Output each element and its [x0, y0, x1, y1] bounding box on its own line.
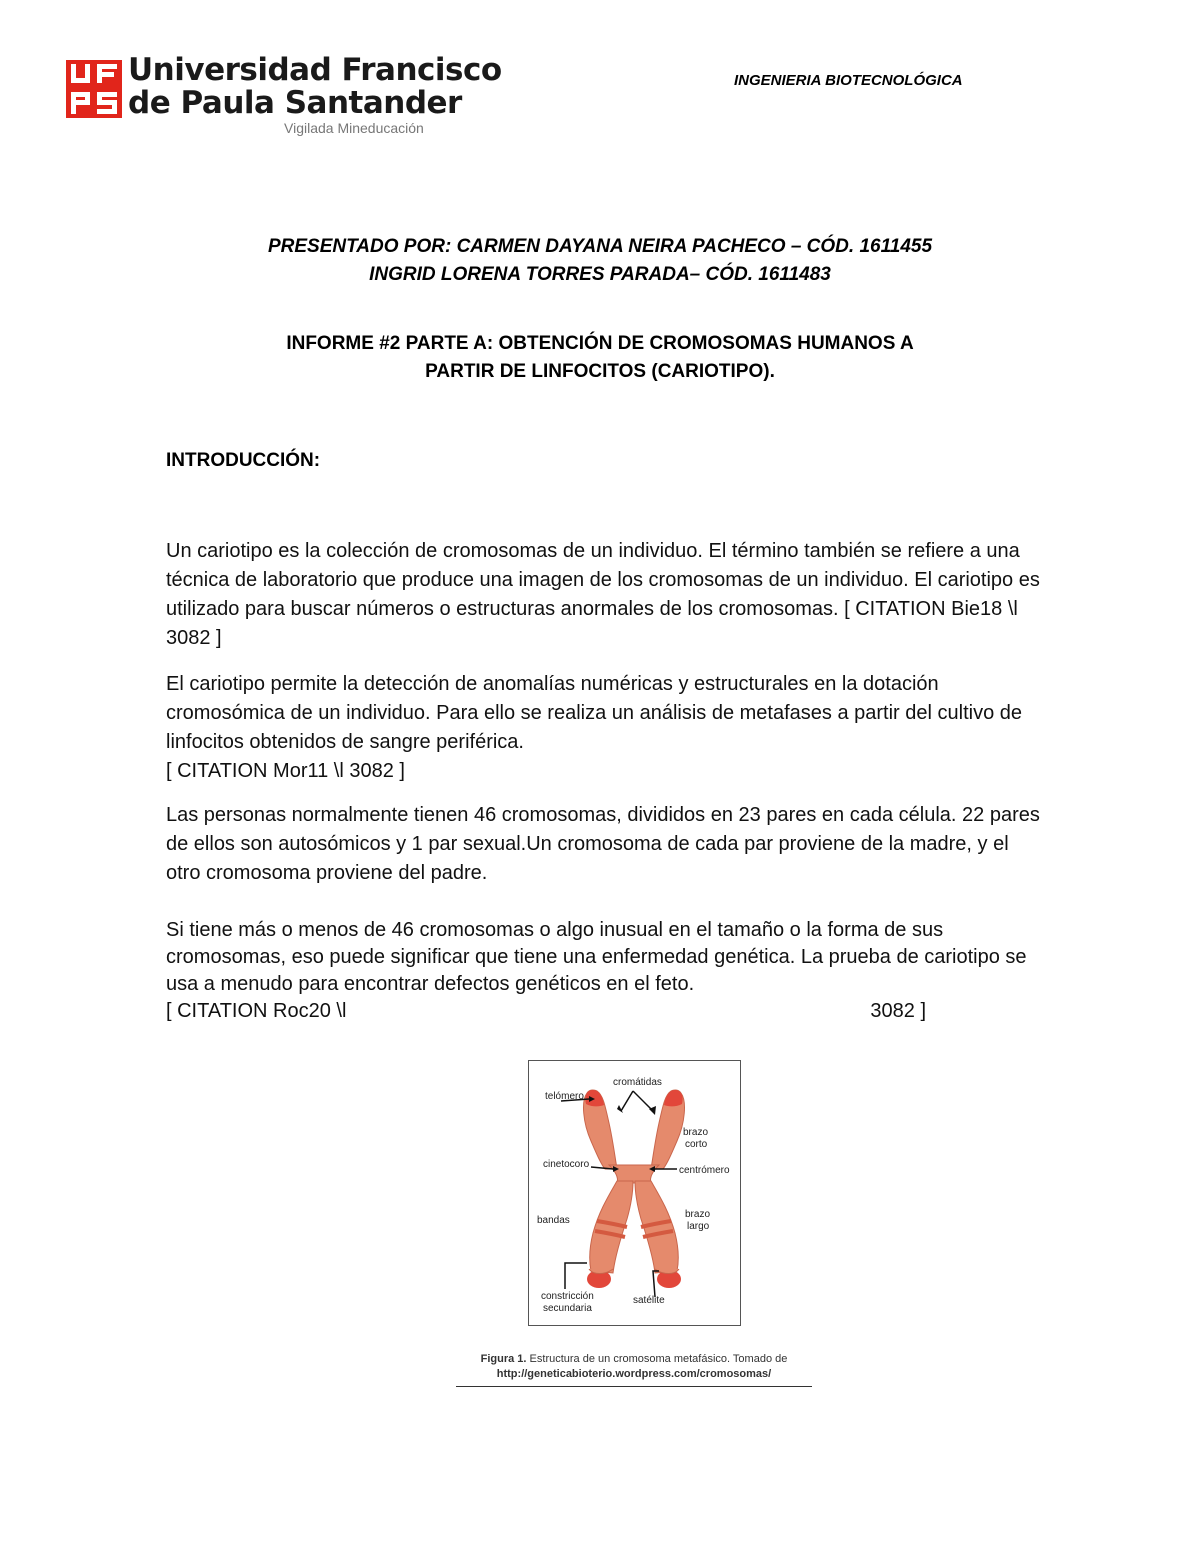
intro-paragraph-1: Un cariotipo es la colección de cromosomas de un individuo. El término también se refiere a una técnica de laboratorio que produce una imagen de los cromosomas de un individuo. El cariotipo es utilizado para buscar números o estructuras anormales de los cromosomas. [ CITATION Bie18 \l 3082 ]: [166, 540, 1040, 649]
university-logo: [66, 52, 502, 153]
report-title: [100, 330, 1100, 386]
label-brazo-largo-1: brazo: [685, 1209, 711, 1220]
university-name-line2: de Paula Santander: [128, 85, 462, 121]
intro-paragraph-2-text: El cariotipo permite la detección de anomalías numéricas y estructurales en la dotación cromosómica de un individuo. Para ello se realiza un análisis de metafases a partir del cultivo de linfocitos obtenidos de sangre periférica.: [166, 673, 1023, 753]
intro-paragraph-2-citation: [ CITATION Mor11 \l 3082 ]: [166, 760, 405, 782]
authors-line-1: PRESENTADO POR: CARMEN DAYANA NEIRA PACHECO – CÓD. 1611455: [267, 236, 933, 257]
chromosome-diagram: [529, 1061, 740, 1325]
label-brazo-corto-1: brazo: [683, 1127, 709, 1138]
label-cinetocoro: cinetocoro: [543, 1159, 590, 1170]
label-constriccion-2: secundaria: [543, 1303, 592, 1314]
telomere-right: [664, 1090, 683, 1106]
label-telomero: telómero: [545, 1091, 584, 1102]
citation-right: 3082 ]: [870, 1000, 926, 1022]
intro-paragraph-4-citation: [166, 998, 926, 1025]
intro-paragraph-4: [166, 917, 1046, 1025]
label-satelite: satélite: [633, 1295, 665, 1306]
figure-caption-url: http://geneticabioterio.wordpress.com/cromosomas/: [496, 1368, 772, 1380]
label-bandas: bandas: [537, 1215, 570, 1226]
label-brazo-corto-2: corto: [685, 1139, 708, 1150]
university-name: [128, 54, 502, 120]
faculty-header: INGENIERIA BIOTECNOLÓGICA: [734, 72, 963, 89]
citation-left: [ CITATION Roc20 \l: [166, 1000, 347, 1022]
label-brazo-largo-2: largo: [687, 1221, 710, 1232]
report-title-line-1: INFORME #2 PARTE A: OBTENCIÓN DE CROMOSOMAS HUMANOS A: [286, 333, 914, 354]
centromere: [609, 1165, 659, 1183]
figure-caption-text: Estructura de un cromosoma metafásico. Tomado de: [529, 1353, 788, 1365]
figure-caption: [456, 1352, 812, 1387]
chromosome-figure: [528, 1060, 741, 1326]
label-centromero: centrómero: [679, 1165, 730, 1176]
university-tagline: Vigilada Mineducación: [284, 120, 424, 136]
figure-caption-label: Figura 1.: [480, 1353, 527, 1365]
report-title-line-2: PARTIR DE LINFOCITOS (CARIOTIPO).: [425, 361, 775, 382]
authors-block: [100, 233, 1100, 289]
ufps-logo-mark: [66, 60, 122, 118]
telomere-left: [585, 1090, 604, 1106]
intro-paragraph-3: Las personas normalmente tienen 46 cromosomas, divididos en 23 pares en cada célula. 22 pares de ellos son autosómicos y 1 par sexual.Un cromosoma de cada par proviene de la madre, y el otro cromosoma proviene del padre.: [166, 804, 1040, 884]
label-cromatidas: cromátidas: [613, 1077, 662, 1088]
university-name-line1: Universidad Francisco: [128, 52, 502, 88]
intro-paragraph-2: [166, 670, 1046, 786]
label-constriccion-1: constricción: [541, 1291, 594, 1302]
authors-line-2: INGRID LORENA TORRES PARADA– CÓD. 1611483: [369, 264, 831, 285]
introduction-heading: INTRODUCCIÓN:: [166, 450, 321, 471]
intro-paragraph-4-text: Si tiene más o menos de 46 cromosomas o algo inusual en el tamaño o la forma de sus cromosomas, eso puede significar que tiene una enfermedad genética. La prueba de cariotipo se usa a menudo para encontrar defectos genéticos en el feto.: [166, 919, 1027, 995]
